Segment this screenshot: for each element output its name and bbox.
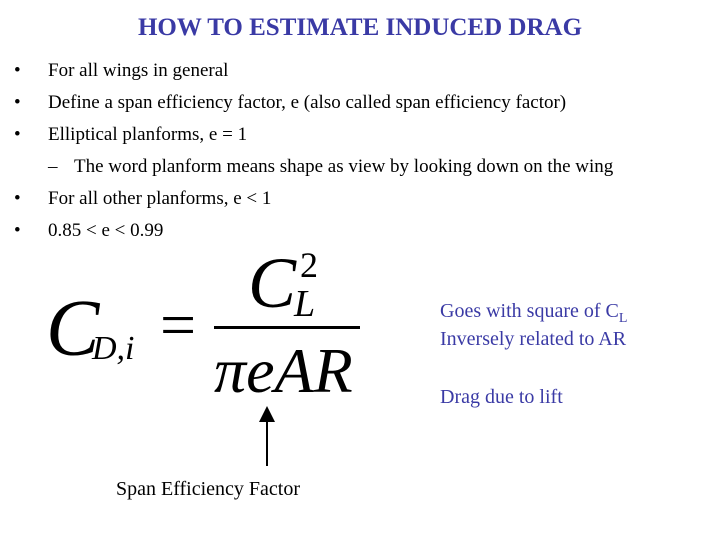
bullet-marker: •	[14, 60, 21, 81]
note-text: Goes with square of C	[440, 300, 619, 322]
lhs-subscript: D,i	[92, 330, 135, 367]
bullet-text: Elliptical planforms, e = 1	[48, 124, 248, 145]
numerator-superscript: 2	[300, 245, 318, 285]
bullet-marker: •	[14, 92, 21, 113]
equals-sign: =	[160, 289, 197, 360]
sub-bullet-text: The word planform means shape as view by looking down on the wing	[74, 156, 614, 177]
sub-bullet-marker: –	[48, 156, 58, 177]
note-subscript: L	[618, 311, 628, 326]
numerator-subscript: L	[294, 283, 316, 325]
note-inverse-ar: Inversely related to AR	[440, 328, 627, 350]
arrow-shaft	[266, 418, 268, 466]
slide-title: HOW TO ESTIMATE INDUCED DRAG	[137, 14, 583, 41]
denominator: πeAR	[214, 335, 353, 406]
fraction-bar	[214, 326, 360, 329]
bullet-text: 0.85 < e < 0.99	[48, 220, 164, 241]
bullet-marker: •	[14, 124, 21, 145]
bullet-text: Define a span efficiency factor, e (also called span efficiency factor)	[48, 92, 567, 113]
span-efficiency-label: Span Efficiency Factor	[116, 478, 301, 500]
bullet-text: For all other planforms, e < 1	[48, 188, 272, 209]
note-square-cl	[440, 300, 627, 327]
note-drag-lift: Drag due to lift	[440, 386, 563, 408]
numerator-symbol: C	[248, 243, 297, 323]
lhs-symbol: C	[46, 285, 100, 373]
bullet-marker: •	[14, 188, 21, 209]
bullet-text: For all wings in general	[48, 60, 229, 81]
bullet-marker: •	[14, 220, 21, 241]
